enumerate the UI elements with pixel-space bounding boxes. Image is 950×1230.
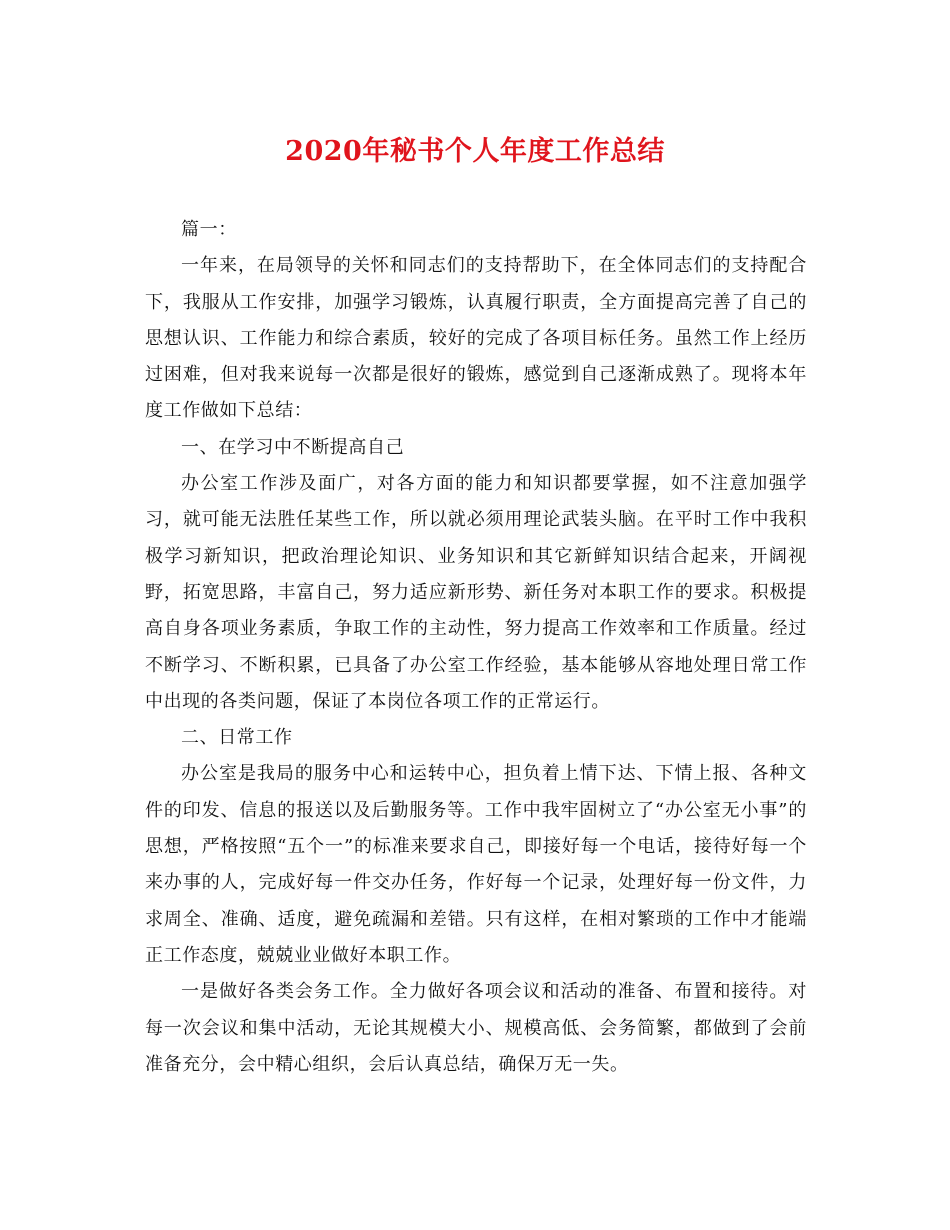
daily-work-paragraph: 办公室是我局的服务中心和运转中心，担负着上情下达、下情上报、各种文件的印发、信息的报送以及后勤服务等。工作中我牢固树立了“办公室无小事”的思想，严格按照“五个一”的标准来要求自己，即接好每一个电话，接待好每一个来办事的人，完成好每一件交办任务，作好每一个记录，处理好每一份文件，力求周全、准确、适度，避免疏漏和差错。只有这样，在相对繁琐的工作中才能端正工作态度，兢兢业业做好本职工作。 <box>145 763 807 966</box>
section-label-part-one: 篇一： <box>181 219 237 240</box>
heading-study: 一、在学习中不断提高自己 <box>181 436 405 458</box>
document-body <box>145 212 807 1083</box>
meeting-work-paragraph: 一是做好各类会务工作。全力做好各项会议和活动的准备、布置和接待。对每一次会议和集中活动，无论其规模大小、规模高低、会务简繁，都做到了会前准备充分，会中精心组织，会后认真总结，确保万无一失。 <box>145 981 807 1075</box>
heading-daily-work: 二、日常工作 <box>181 727 293 749</box>
document-title: 2020年秘书个人年度工作总结 <box>285 136 665 167</box>
study-paragraph: 办公室工作涉及面广，对各方面的能力和知识都要掌握，如不注意加强学习，就可能无法胜任某些工作，所以就必须用理论武装头脑。在平时工作中我积极学习新知识，把政治理论知识、业务知识和其它新鲜知识结合起来，开阔视野，拓宽思路，丰富自己，努力适应新形势、新任务对本职工作的要求。积极提高自身各项业务素质，争取工作的主动性，努力提高工作效率和工作质量。经过不断学习、不断积累，已具备了办公室工作经验，基本能够从容地处理日常工作中出现的各类问题，保证了本岗位各项工作的正常运行。 <box>145 473 807 712</box>
intro-paragraph: 一年来，在局领导的关怀和同志们的支持帮助下，在全体同志们的支持配合下，我服从工作安排，加强学习锻炼，认真履行职责，全方面提高完善了自己的思想认识、工作能力和综合素质，较好的完成了各项目标任务。虽然工作上经历过困难，但对我来说每一次都是很好的锻炼，感觉到自己逐渐成熟了。现将本年度工作做如下总结： <box>145 255 807 422</box>
